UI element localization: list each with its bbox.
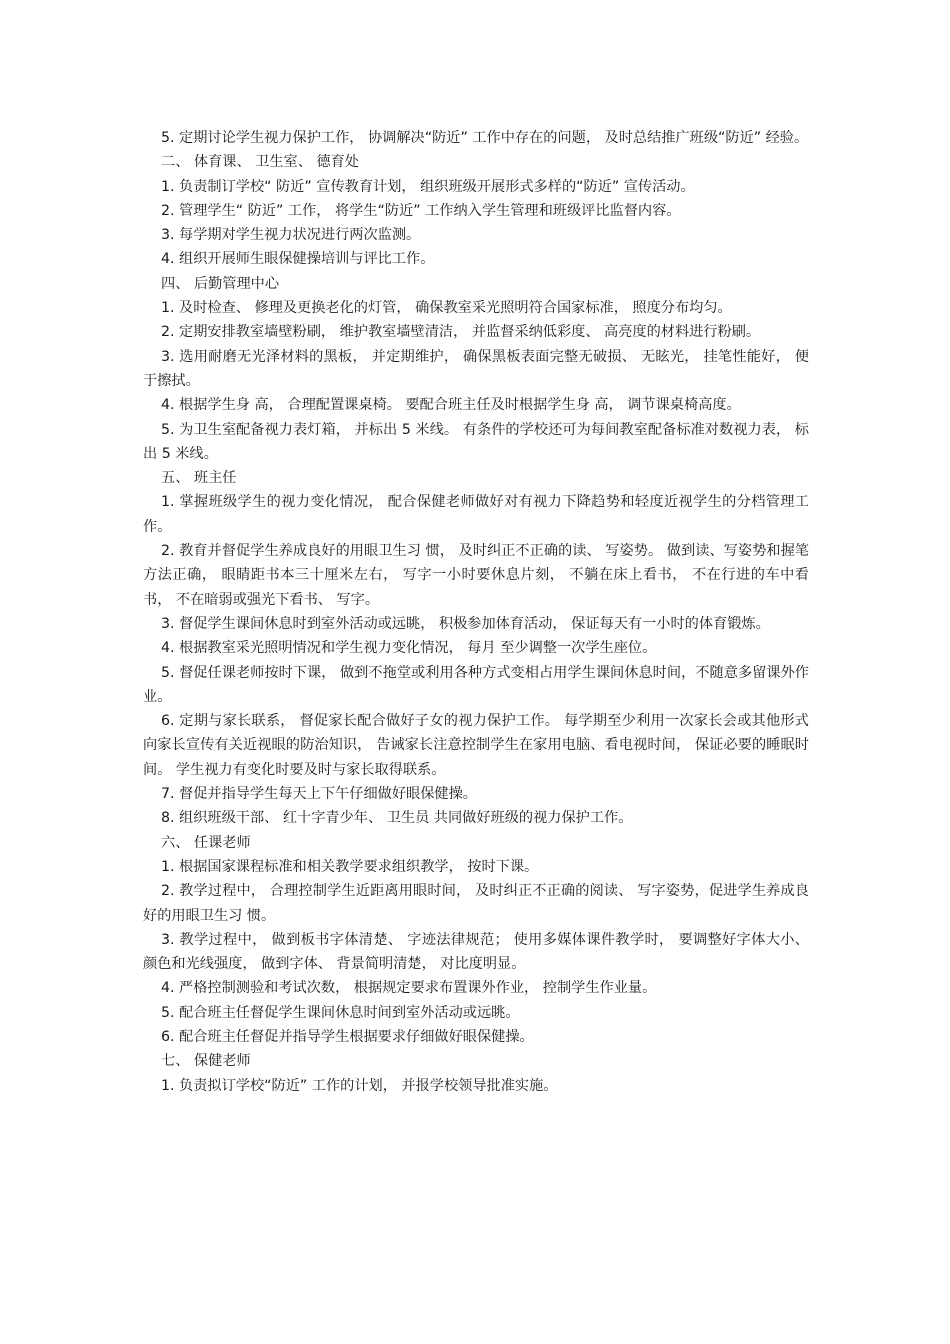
list-item-paragraph: 1. 负责拟订学校“防近” 工作的计划， 并报学校领导批准实施。 (161, 1077, 558, 1094)
section-heading: 五、 班主任 (161, 470, 237, 487)
list-item-paragraph: 5. 为卫生室配备视力表灯箱， 并标出 5 米线。 有条件的学校还可为每间教室配备标准对数视力表， 标出 5 米线。 (143, 421, 809, 462)
list-item-paragraph: 2. 定期安排教室墙壁粉刷， 维护教室墙壁清洁， 并监督采纳低彩度、 高亮度的材料进行粉刷。 (161, 324, 761, 341)
list-item-paragraph: 2. 管理学生“ 防近” 工作， 将学生“防近” 工作纳入学生管理和班级评比监督内容。 (161, 202, 681, 219)
list-item-paragraph: 1. 掌握班级学生的视力变化情况， 配合保健老师做好对有视力下降趋势和轻度近视学生的分档管理工作。 (143, 494, 809, 535)
section-heading: 二、 体育课、 卫生室、 德育处 (161, 154, 359, 171)
list-item-paragraph: 2. 教育并督促学生养成良好的用眼卫生习 惯， 及时纠正不正确的读、 写姿势。 做到读、写姿势和握笔方法正确， 眼睛距书本三十厘米左右， 写字一小时要休息片刻， 不躺在床上看书， 不在行进的车中看书， 不在暗弱或强光下看书、 写字。 (143, 543, 809, 608)
list-item-paragraph: 3. 督促学生课间休息时到室外活动或远眺， 积极参加体育活动， 保证每天有一小时的体育锻炼。 (161, 615, 770, 632)
list-item-paragraph: 1. 负责制订学校“ 防近” 宣传教育计划， 组织班级开展形式多样的“防近” 宣传活动。 (161, 178, 695, 195)
list-item-paragraph: 5. 定期讨论学生视力保护工作， 协调解决“防近” 工作中存在的问题， 及时总结推广班级“防近” 经验。 (161, 130, 809, 146)
list-item-paragraph: 8. 组织班级干部、 红十字青少年、 卫生员 共同做好班级的视力保护工作。 (161, 810, 633, 827)
list-item-paragraph: 1. 根据国家课程标准和相关教学要求组织教学， 按时下课。 (161, 858, 539, 875)
list-item-paragraph: 4. 根据教室采光照明情况和学生视力变化情况， 每月 至少调整一次学生座位。 (161, 640, 657, 657)
list-item-paragraph: 3. 选用耐磨无光泽材料的黑板， 并定期维护， 确保黑板表面完整无破损、 无眩光， 挂笔性能好， 便于擦拭。 (143, 348, 809, 389)
list-item-paragraph: 5. 督促任课老师按时下课， 做到不拖堂或利用各种方式变相占用学生课间休息时间，不随意多留课外作业。 (143, 664, 809, 705)
list-item-paragraph: 3. 教学过程中， 做到板书字体清楚、 字迹法律规范； 使用多媒体课件教学时， 要调整好字体大小、 颜色和光线强度， 做到字体、 背景简明清楚， 对比度明显。 (143, 931, 814, 973)
list-item-paragraph: 6. 配合班主任督促并指导学生根据要求仔细做好眼保健操。 (161, 1028, 534, 1045)
list-item-paragraph: 4. 组织开展师生眼保健操培训与评比工作。 (161, 251, 435, 268)
section-heading: 四、 后勤管理中心 (161, 275, 280, 292)
list-item-paragraph: 4. 严格控制测验和考试次数， 根据规定要求布置课外作业， 控制学生作业量。 (161, 980, 657, 997)
section-heading: 七、 保健老师 (161, 1053, 251, 1070)
list-item-paragraph: 1. 及时检查、 修理及更换老化的灯管， 确保教室采光照明符合国家标准， 照度分布均匀。 (161, 300, 732, 317)
list-item-paragraph: 5. 配合班主任督促学生课间休息时间到室外活动或远眺。 (161, 1004, 520, 1021)
document-body (143, 126, 814, 1098)
list-item-paragraph: 4. 根据学生身 高， 合理配置课桌椅。 要配合班主任及时根据学生身 高， 调节课桌椅高度。 (161, 397, 741, 414)
list-item-paragraph: 7. 督促并指导学生每天上下午仔细做好眼保健操。 (161, 786, 477, 803)
list-item-paragraph: 3. 每学期对学生视力状况进行两次监测。 (161, 227, 421, 244)
list-item-paragraph: 2. 教学过程中， 合理控制学生近距离用眼时间， 及时纠正不正确的阅读、 写字姿势，促进学生养成良好的用眼卫生习 惯。 (143, 883, 809, 924)
section-heading: 六、 任课老师 (161, 834, 251, 851)
list-item-paragraph: 6. 定期与家长联系， 督促家长配合做好子女的视力保护工作。 每学期至少利用一次家长会或其他形式向家长宣传有关近视眼的防治知识， 告诫家长注意控制学生在家用电脑、看电视时间， 保证必要的睡眠时间。 学生视力有变化时要及时与家长取得联系。 (143, 713, 809, 778)
